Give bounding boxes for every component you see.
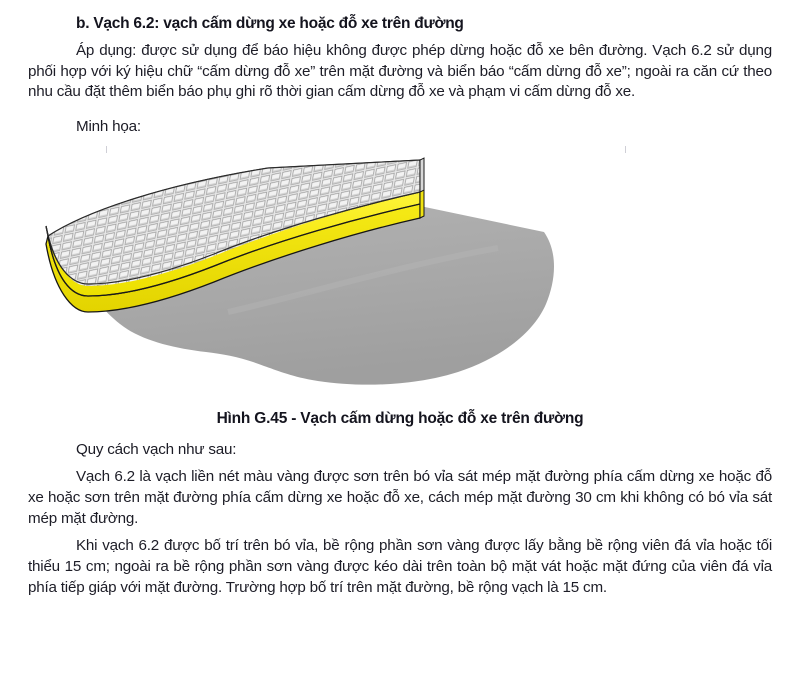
- specification-intro: Quy cách vạch như sau:: [76, 440, 237, 458]
- paragraph-curb-width-spec: Khi vạch 6.2 được bố trí trên bó vỉa, bề rộng phần sơn vàng được lấy bằng bề rộng viên đá vỉa hoặc tối thiểu 15 cm; ngoài ra bề rộng phần sơn vàng được kéo dài trên toàn bộ mặt vát hoặc mặt đứng của viên đá vỉa phía tiếp giáp với mặt đường. Trường hợp bố trí trên mặt đường, bề rộng vạch là 15 cm.: [28, 537, 772, 596]
- specification-block: [28, 440, 772, 599]
- figure-caption-wrapper: [28, 410, 772, 428]
- section-heading: b. Vạch 6.2: vạch cấm dừng xe hoặc đỗ xe trên đường: [76, 15, 464, 32]
- paragraph-marking-spec: Vạch 6.2 là vạch liền nét màu vàng được sơn trên bó vỉa sát mép mặt đường phía cấm dừng xe hoặc đỗ xe hoặc sơn trên mặt đường phía cấm dừng xe hoặc đỗ xe, cách mép mặt đường 30 cm khi không có bó vỉa sát mép mặt đường.: [28, 468, 772, 527]
- document-body: [28, 0, 772, 598]
- illustration-label: Minh họa:: [76, 117, 141, 135]
- slab-right-end-yellow: [420, 190, 424, 218]
- paragraph-application: Áp dụng: được sử dụng để báo hiệu không được phép dừng hoặc đỗ xe bên đường. Vạch 6.2 sử dụng phối hợp với ký hiệu chữ “cấm dừng đỗ xe” trên mặt đường và biển báo “cấm dừng đỗ xe”; ngoài ra căn cứ theo nhu cầu đặt thêm biển báo phụ ghi rõ thời gian cấm dừng đỗ xe và phạm vi cấm dừng đỗ xe.: [28, 41, 772, 101]
- road-curb-illustration: [28, 144, 772, 406]
- figure-caption: Hình G.45 - Vạch cấm dừng hoặc đỗ xe trên đường: [216, 409, 584, 427]
- figure-container: [28, 144, 772, 406]
